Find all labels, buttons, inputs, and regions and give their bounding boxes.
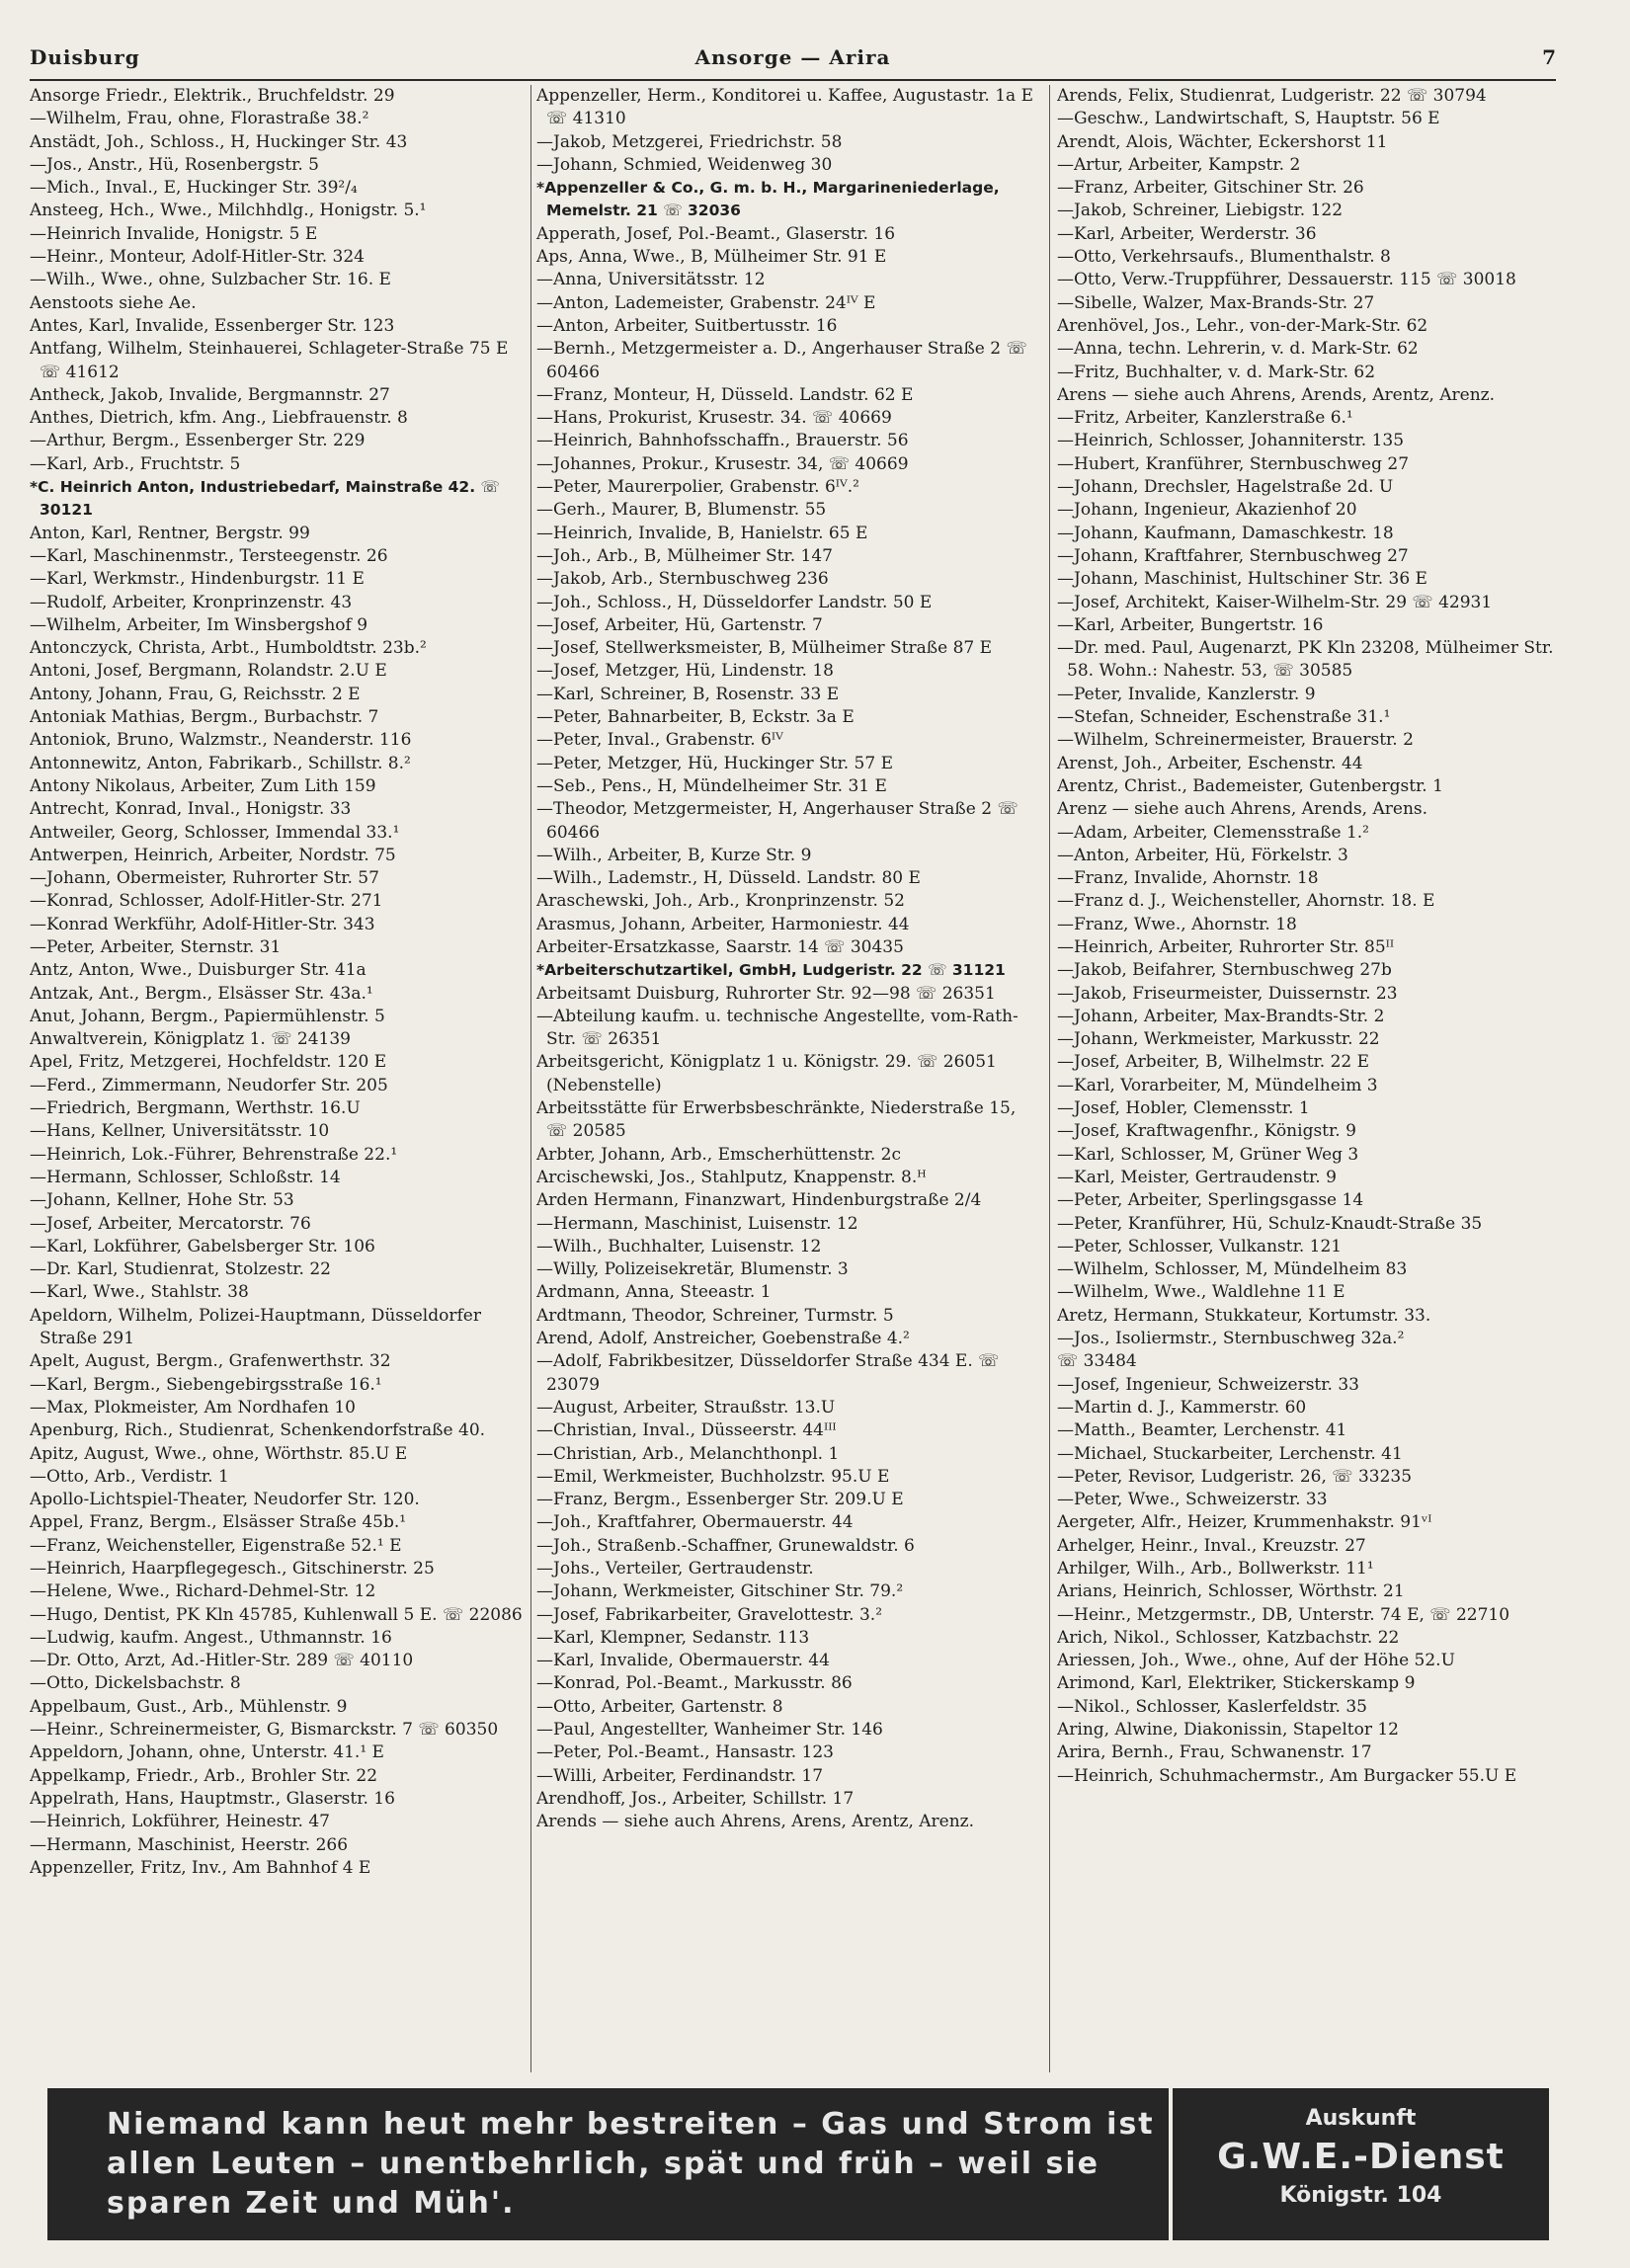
directory-entry: —Konrad, Schlosser, Adolf-Hitler-Str. 271 (30, 891, 383, 912)
directory-entry: —Karl, Lokführer, Gabelsberger Str. 106 (30, 1236, 375, 1256)
directory-entry: Arend, Adolf, Anstreicher, Goebenstraße 4.² (536, 1329, 910, 1349)
directory-entry: Antonczyck, Christa, Arbt., Humboldtstr. 23b.² (30, 638, 427, 659)
directory-entry: Antes, Karl, Invalide, Essenberger Str. 123 (30, 315, 395, 336)
directory-entry: Ansteeg, Hch., Wwe., Milchhdlg., Honigstr. 5.¹ (30, 201, 427, 221)
advert-line: Niemand kann heut mehr bestreiten – Gas und Strom ist (107, 2107, 1155, 2142)
column-2 (536, 85, 1035, 2072)
directory-entry: Arbeitsgericht, Königplatz 1 u. Königstr. 29. ☏ 26051 (Nebenstelle) (536, 1052, 997, 1095)
directory-entry: Ardmann, Anna, Steeastr. 1 (536, 1282, 772, 1303)
directory-entry: —Ludwig, kaufm. Angest., Uthmannstr. 16 (30, 1627, 392, 1648)
directory-entry: Arimond, Karl, Elektriker, Stickerskamp 9 (1057, 1673, 1416, 1694)
directory-entry: —Geschw., Landwirtschaft, S, Hauptstr. 56 E (1057, 109, 1440, 129)
directory-entry: —Friedrich, Bergmann, Werthstr. 16.U (30, 1098, 361, 1119)
directory-entry: —Josef, Arbeiter, Hü, Gartenstr. 7 (536, 614, 823, 635)
directory-entry: —Dr. med. Paul, Augenarzt, PK Kln 23208, Mülheimer Str. 58. Wohn.: Nahestr. 53, ☏ 30585 (1057, 638, 1554, 682)
directory-entry: —Peter, Bahnarbeiter, B, Eckstr. 3a E (536, 707, 855, 728)
directory-entry: Antzak, Ant., Bergm., Elsässer Str. 43a.¹ (30, 983, 373, 1004)
directory-entry: —Ferd., Zimmermann, Neudorfer Str. 205 (30, 1075, 388, 1095)
directory-entry: Antfang, Wilhelm, Steinhauerei, Schlageter-Straße 75 E ☏ 41612 (30, 339, 509, 382)
directory-entry: —Johannes, Prokur., Krusestr. 34, ☏ 40669 (536, 453, 909, 474)
advert-box-title: Auskunft (1305, 2106, 1417, 2131)
directory-entry: —Karl, Arbeiter, Bungertstr. 16 (1057, 614, 1324, 635)
directory-entry: —Peter, Maurerpolier, Grabenstr. 6ᴵⱽ.² (536, 477, 859, 498)
directory-entry: —Karl, Werkmstr., Hindenburgstr. 11 E (30, 569, 365, 590)
directory-entry: —Abteilung kaufm. u. technische Angestellte, vom-Rath-Str. ☏ 26351 (536, 1006, 1019, 1050)
directory-entry: Arira, Bernh., Frau, Schwanenstr. 17 (1057, 1742, 1372, 1763)
directory-entry: —Karl, Wwe., Stahlstr. 38 (30, 1282, 249, 1303)
directory-entry: Antrecht, Konrad, Inval., Honigstr. 33 (30, 799, 352, 820)
directory-entry: —Christian, Inval., Düsseerstr. 44ᴵᴵᴵ (536, 1420, 837, 1441)
directory-entry: —Anton, Lademeister, Grabenstr. 24ᴵⱽ E (536, 292, 876, 313)
directory-entry: —Otto, Verkehrsaufs., Blumenthalstr. 8 (1057, 247, 1391, 268)
advert-box-address: Königstr. 104 (1279, 2183, 1442, 2208)
directory-entry: —Josef, Metzger, Hü, Lindenstr. 18 (536, 661, 834, 682)
directory-entry: Anut, Johann, Bergm., Papiermühlenstr. 5 (30, 1006, 385, 1026)
advert-box-name: G.W.E.-Dienst (1217, 2137, 1505, 2177)
directory-entry: —Franz, Monteur, H, Düsseld. Landstr. 62 E (536, 384, 914, 405)
directory-entry: Appeldorn, Johann, ohne, Unterstr. 41.¹ E (30, 1742, 384, 1763)
directory-entry: Arhelger, Heinr., Inval., Kreuzstr. 27 (1057, 1535, 1366, 1556)
column-1 (30, 85, 524, 2072)
directory-entry: —Jakob, Metzgerei, Friedrichstr. 58 (536, 131, 843, 152)
directory-entry: —Josef, Arbeiter, Mercatorstr. 76 (30, 1213, 311, 1234)
directory-entry: Anstädt, Joh., Schloss., H, Huckinger Str. 43 (30, 131, 408, 152)
directory-entry: —Konrad, Pol.-Beamt., Markusstr. 86 (536, 1673, 853, 1694)
directory-entry: —Emil, Werkmeister, Buchholzstr. 95.U E (536, 1466, 890, 1487)
directory-entry: Appelkamp, Friedr., Arb., Brohler Str. 22 (30, 1765, 378, 1786)
advert-info-box (1173, 2088, 1549, 2240)
directory-entry: Ariessen, Joh., Wwe., ohne, Auf der Höhe 52.U (1057, 1651, 1455, 1671)
directory-entry: —Franz, Bergm., Essenberger Str. 209.U E (536, 1490, 904, 1510)
directory-entry: —Johann, Kraftfahrer, Sternbuschweg 27 (1057, 545, 1409, 566)
directory-entry: —Joh., Straßenb.-Schaffner, Grunewaldstr. 6 (536, 1535, 915, 1556)
directory-entry: Arasmus, Johann, Arbeiter, Harmoniestr. 44 (536, 914, 910, 934)
directory-entry: —Michael, Stuckarbeiter, Lerchenstr. 41 (1057, 1443, 1403, 1464)
directory-entry: —Franz, Invalide, Ahornstr. 18 (1057, 868, 1319, 889)
header-range: Ansorge — Arira (694, 45, 891, 69)
directory-entry: —Wilh., Arbeiter, B, Kurze Str. 9 (536, 845, 812, 865)
advert-slogan (47, 2088, 1169, 2240)
directory-entry: —Heinrich Invalide, Honigstr. 5 E (30, 223, 318, 244)
directory-entry: Arends, Felix, Studienrat, Ludgeristr. 22 ☏ 30794 (1057, 86, 1487, 106)
directory-entry: —Peter, Metzger, Hü, Huckinger Str. 57 E (536, 753, 893, 773)
directory-entry: —Hugo, Dentist, PK Kln 45785, Kuhlenwall 5 E. ☏ 22086 (30, 1604, 523, 1625)
directory-entry: —Heinr., Schreinermeister, G, Bismarckstr. 7 ☏ 60350 (30, 1720, 499, 1741)
directory-entry: Antwerpen, Heinrich, Arbeiter, Nordstr. 75 (30, 845, 396, 865)
directory-entry: —Johann, Kaufmann, Damaschkestr. 18 (1057, 523, 1394, 543)
directory-entry: Appenzeller, Fritz, Inv., Am Bahnhof 4 E (30, 1857, 371, 1878)
directory-entry: Aergeter, Alfr., Heizer, Krummenhakstr. 91ᵛᴵ (1057, 1512, 1432, 1533)
directory-entry: —Fritz, Buchhalter, v. d. Mark-Str. 62 (1057, 362, 1376, 382)
directory-entry: Appelbaum, Gust., Arb., Mühlenstr. 9 (30, 1696, 348, 1717)
directory-entry: —Wilhelm, Schreinermeister, Brauerstr. 2 (1057, 730, 1414, 751)
directory-entry: —Karl, Schreiner, B, Rosenstr. 33 E (536, 684, 840, 704)
directory-entry: —Johann, Werkmeister, Gitschiner Str. 79.² (536, 1581, 904, 1602)
advert-line: allen Leuten – unentbehrlich, spät und früh – weil sie (107, 2146, 1100, 2181)
directory-entry: —Peter, Arbeiter, Sperlingsgasse 14 (1057, 1190, 1364, 1211)
directory-entry: Arendt, Alois, Wächter, Eckershorst 11 (1057, 131, 1388, 152)
directory-entry: Araschewski, Joh., Arb., Kronprinzenstr. 52 (536, 891, 905, 912)
directory-entry: —Konrad Werkführ, Adolf-Hitler-Str. 343 (30, 914, 375, 934)
directory-entry: —Dr. Karl, Studienrat, Stolzestr. 22 (30, 1259, 331, 1280)
directory-entry: Antony Nikolaus, Arbeiter, Zum Lith 159 (30, 775, 376, 796)
directory-entry: Antz, Anton, Wwe., Duisburger Str. 41a (30, 960, 367, 981)
column-3 (1057, 85, 1556, 2072)
directory-entry: —Hermann, Schlosser, Schloßstr. 14 (30, 1167, 341, 1187)
directory-entry: —Josef, Fabrikarbeiter, Gravelottestr. 3.² (536, 1604, 883, 1625)
directory-entry: Antoniak Mathias, Bergm., Burbachstr. 7 (30, 707, 379, 728)
directory-entry: —Arthur, Bergm., Essenberger Str. 229 (30, 431, 366, 451)
directory-entry: —Heinrich, Lokführer, Heinestr. 47 (30, 1812, 330, 1832)
directory-entry: —Mich., Inval., E, Huckinger Str. 39²/₄ (30, 178, 358, 199)
directory-entry: —Karl, Vorarbeiter, M, Mündelheim 3 (1057, 1075, 1378, 1095)
directory-entry: Anton, Karl, Rentner, Bergstr. 99 (30, 523, 310, 543)
directory-entry: Appenzeller, Herm., Konditorei u. Kaffee, Augustastr. 1a E ☏ 41310 (536, 86, 1033, 129)
directory-entry: —Hans, Kellner, Universitätsstr. 10 (30, 1121, 330, 1142)
directory-entry: Antonnewitz, Anton, Fabrikarb., Schillstr. 8.² (30, 753, 411, 773)
directory-entry: Apitz, August, Wwe., ohne, Wörthstr. 85.U E (30, 1443, 408, 1464)
directory-entry: Antheck, Jakob, Invalide, Bergmannstr. 27 (30, 384, 390, 405)
directory-entry: Ardtmann, Theodor, Schreiner, Turmstr. 5 (536, 1305, 894, 1326)
directory-entry: —Johs., Verteiler, Gertraudenstr. (536, 1559, 814, 1579)
directory-entry: —Karl, Klempner, Sedanstr. 113 (536, 1627, 810, 1648)
directory-entry: —Josef, Arbeiter, B, Wilhelmstr. 22 E (1057, 1052, 1370, 1073)
directory-entry: Aring, Alwine, Diakonissin, Stapeltor 12 (1057, 1720, 1399, 1741)
column-divider (530, 85, 531, 2072)
directory-entry: —Peter, Schlosser, Vulkanstr. 121 (1057, 1236, 1343, 1256)
directory-entry: —Seb., Pens., H, Mündelheimer Str. 31 E (536, 775, 887, 796)
directory-entry: —Johann, Drechsler, Hagelstraße 2d. U (1057, 477, 1394, 498)
directory-entry: —Bernh., Metzgermeister a. D., Angerhauser Straße 2 ☏ 60466 (536, 339, 1027, 382)
directory-entry: *Arbeiterschutzartikel, GmbH, Ludgeristr. 22 ☏ 31121 (536, 961, 1006, 980)
directory-entry: —Heinrich, Bahnhofsschaffn., Brauerstr. 56 (536, 431, 909, 451)
directory-entry: —Willi, Arbeiter, Ferdinandstr. 17 (536, 1765, 824, 1786)
directory-entry: —Josef, Kraftwagenfhr., Königstr. 9 (1057, 1121, 1356, 1142)
directory-entry: Arich, Nikol., Schlosser, Katzbachstr. 22 (1057, 1627, 1400, 1648)
directory-entry: —Christian, Arb., Melanchthonpl. 1 (536, 1443, 840, 1464)
directory-entry: —Karl, Maschinenmstr., Tersteegenstr. 26 (30, 545, 388, 566)
directory-entry: —Heinrich, Lok.-Führer, Behrenstraße 22.¹ (30, 1144, 398, 1165)
header-city: Duisburg (30, 45, 140, 69)
directory-entry: Arhilger, Wilh., Arb., Bollwerkstr. 11¹ (1057, 1559, 1374, 1579)
directory-entry: —Joh., Schloss., H, Düsseldorfer Landstr. 50 E (536, 592, 933, 612)
directory-entry: —Martin d. J., Kammerstr. 60 (1057, 1397, 1307, 1418)
directory-entry: Appelrath, Hans, Hauptmstr., Glaserstr. 16 (30, 1788, 395, 1809)
directory-entry: Antweiler, Georg, Schlosser, Immendal 33.¹ (30, 822, 400, 843)
directory-entry: Appel, Franz, Bergm., Elsässer Straße 45b.¹ (30, 1512, 407, 1533)
directory-entry: —Wilhelm, Wwe., Waldlehne 11 E (1057, 1282, 1345, 1303)
directory-entry: —Karl, Meister, Gertraudenstr. 9 (1057, 1167, 1337, 1187)
directory-entry: —Helene, Wwe., Richard-Dehmel-Str. 12 (30, 1581, 376, 1602)
directory-entry: —Stefan, Schneider, Eschenstraße 31.¹ (1057, 707, 1391, 728)
directory-entry: Apel, Fritz, Metzgerei, Hochfeldstr. 120 E (30, 1052, 387, 1073)
directory-entry: —Willy, Polizeisekretär, Blumenstr. 3 (536, 1259, 849, 1280)
page-number: 7 (1542, 45, 1556, 69)
directory-entry: —Jos., Anstr., Hü, Rosenbergstr. 5 (30, 154, 319, 175)
directory-entry: —Josef, Hobler, Clemensstr. 1 (1057, 1098, 1310, 1119)
directory-entry: —Karl, Invalide, Obermauerstr. 44 (536, 1651, 830, 1671)
directory-entry: —Franz d. J., Weichensteller, Ahornstr. 18. E (1057, 891, 1435, 912)
directory-entry: —Artur, Arbeiter, Kampstr. 2 (1057, 154, 1301, 175)
directory-entry: —Hubert, Kranführer, Sternbuschweg 27 (1057, 453, 1410, 474)
directory-entry: —Hermann, Maschinist, Luisenstr. 12 (536, 1213, 858, 1234)
directory-entry: —Heinrich, Schuhmachermstr., Am Burgacker 55.U E (1057, 1765, 1517, 1786)
directory-entry: —Jakob, Arb., Sternbuschweg 236 (536, 569, 829, 590)
directory-entry: —Jos., Isoliermstr., Sternbuschweg 32a.² (1057, 1329, 1405, 1349)
directory-entry: —Heinrich, Schlosser, Johanniterstr. 135 (1057, 431, 1405, 451)
directory-entry: Arbeitsstätte für Erwerbsbeschränkte, Niederstraße 15, ☏ 20585 (536, 1098, 1017, 1142)
directory-entry: —Heinrich, Invalide, B, Hanielstr. 65 E (536, 523, 868, 543)
directory-entry: Ansorge Friedr., Elektrik., Bruchfeldstr. 29 (30, 86, 395, 106)
directory-entry: —Johann, Obermeister, Ruhrorter Str. 57 (30, 868, 379, 889)
directory-entry: —Anton, Arbeiter, Hü, Förkelstr. 3 (1057, 845, 1348, 865)
directory-entry: Arendhoff, Jos., Arbeiter, Schillstr. 17 (536, 1788, 855, 1809)
directory-entry: —Johann, Ingenieur, Akazienhof 20 (1057, 500, 1357, 521)
directory-entry: Aretz, Hermann, Stukkateur, Kortumstr. 33. (1057, 1305, 1431, 1326)
directory-entry: —Matth., Beamter, Lerchenstr. 41 (1057, 1420, 1347, 1441)
directory-entry: —August, Arbeiter, Straußstr. 13.U (536, 1397, 836, 1418)
directory-entry: Arbeitsamt Duisburg, Ruhrorter Str. 92—98 ☏ 26351 (536, 983, 996, 1004)
directory-entry: —Wilh., Wwe., ohne, Sulzbacher Str. 16. E (30, 270, 391, 290)
column-divider (1049, 85, 1050, 2072)
directory-entry: Arentz, Christ., Bademeister, Gutenbergstr. 1 (1057, 775, 1443, 796)
directory-entry: —Heinrich, Arbeiter, Ruhrorter Str. 85ᴵᴵ (1057, 936, 1395, 957)
page-header (30, 40, 1556, 81)
directory-entry: —Wilh., Lademstr., H, Düsseld. Landstr. 80 E (536, 868, 921, 889)
directory-entry: —Josef, Stellwerksmeister, B, Mülheimer Straße 87 E (536, 638, 993, 659)
directory-entry: —Otto, Dickelsbachstr. 8 (30, 1673, 241, 1694)
directory-entry: —Jakob, Friseurmeister, Duissernstr. 23 (1057, 983, 1398, 1004)
directory-entry: —Max, Plokmeister, Am Nordhafen 10 (30, 1397, 356, 1418)
advert-line: sparen Zeit und Müh'. (107, 2186, 516, 2221)
directory-entry: —Jakob, Schreiner, Liebigstr. 122 (1057, 201, 1344, 221)
directory-entry: —Joh., Kraftfahrer, Obermauerstr. 44 (536, 1512, 854, 1533)
directory-entry: Apeldorn, Wilhelm, Polizei-Hauptmann, Düsseldorfer Straße 291 (30, 1305, 481, 1349)
directory-entry: —Nikol., Schlosser, Kaslerfeldstr. 35 (1057, 1696, 1367, 1717)
directory-entry: —Otto, Verw.-Truppführer, Dessauerstr. 115 ☏ 30018 (1057, 270, 1516, 290)
directory-entry: Arens — siehe auch Ahrens, Arends, Arentz, Arenz. (1057, 384, 1496, 405)
directory-entry: *C. Heinrich Anton, Industriebedarf, Mainstraße 42. ☏ 30121 (30, 478, 500, 520)
directory-entry: —Josef, Architekt, Kaiser-Wilhelm-Str. 29 ☏ 42931 (1057, 592, 1493, 612)
directory-entry: —Johann, Schmied, Weidenweg 30 (536, 154, 833, 175)
directory-entry: —Theodor, Metzgermeister, H, Angerhauser Straße 2 ☏ 60466 (536, 799, 1019, 843)
directory-entry: —Heinr., Metzgermstr., DB, Unterstr. 74 E, ☏ 22710 (1057, 1604, 1510, 1625)
directory-entry: —Johann, Arbeiter, Max-Brandts-Str. 2 (1057, 1006, 1385, 1026)
directory-entry: —Johann, Maschinist, Hultschiner Str. 36 E (1057, 569, 1427, 590)
directory-entry: —Peter, Revisor, Ludgeristr. 26, ☏ 33235 (1057, 1466, 1413, 1487)
directory-entry: Arcischewski, Jos., Stahlputz, Knappenstr. 8.ᴴ (536, 1167, 927, 1187)
directory-entry: Arenz — siehe auch Ahrens, Arends, Arens. (1057, 799, 1428, 820)
advertisement-banner (47, 2088, 1549, 2240)
directory-entry: —Wilh., Buchhalter, Luisenstr. 12 (536, 1236, 822, 1256)
directory-entry: —Peter, Pol.-Beamt., Hansastr. 123 (536, 1742, 834, 1763)
directory-entry: —Paul, Angestellter, Wanheimer Str. 146 (536, 1720, 883, 1741)
directory-entry: —Peter, Arbeiter, Sternstr. 31 (30, 936, 282, 957)
directory-entry: Arbter, Johann, Arb., Emscherhüttenstr. 2c (536, 1144, 902, 1165)
directory-entry: —Peter, Invalide, Kanzlerstr. 9 (1057, 684, 1316, 704)
directory-entry: —Anton, Arbeiter, Suitbertusstr. 16 (536, 315, 838, 336)
directory-entry: Arbeiter-Ersatzkasse, Saarstr. 14 ☏ 30435 (536, 936, 904, 957)
directory-entry: —Wilhelm, Schlosser, M, Mündelheim 83 (1057, 1259, 1408, 1280)
directory-entry: ☏ 33484 (1057, 1351, 1137, 1372)
directory-entry: —Jakob, Beifahrer, Sternbuschweg 27b (1057, 960, 1392, 981)
directory-entry: Antoniok, Bruno, Walzmstr., Neanderstr. 116 (30, 730, 412, 751)
directory-entry: —Karl, Schlosser, M, Grüner Weg 3 (1057, 1144, 1359, 1165)
directory-entry: —Josef, Ingenieur, Schweizerstr. 33 (1057, 1374, 1359, 1395)
directory-entry: *Appenzeller & Co., G. m. b. H., Margarineniederlage, Memelstr. 21 ☏ 32036 (536, 179, 1000, 220)
directory-entry: —Joh., Arb., B, Mülheimer Str. 147 (536, 545, 833, 566)
directory-entry: —Anna, Universitätsstr. 12 (536, 270, 766, 290)
directory-entry: —Franz, Wwe., Ahornstr. 18 (1057, 914, 1297, 934)
directory-entry: —Hermann, Maschinist, Heerstr. 266 (30, 1834, 349, 1855)
directory-entry: Apollo-Lichtspiel-Theater, Neudorfer Str. 120. (30, 1490, 420, 1510)
directory-entry: Aenstoots siehe Ae. (30, 292, 197, 313)
directory-entry: —Peter, Wwe., Schweizerstr. 33 (1057, 1490, 1328, 1510)
directory-entry: —Adam, Arbeiter, Clemensstraße 1.² (1057, 822, 1369, 843)
directory-entry: Aps, Anna, Wwe., B, Mülheimer Str. 91 E (536, 247, 887, 268)
directory-entry: Apperath, Josef, Pol.-Beamt., Glaserstr. 16 (536, 223, 896, 244)
directory-entry: —Gerh., Maurer, B, Blumenstr. 55 (536, 500, 827, 521)
directory-entry: —Johann, Werkmeister, Markusstr. 22 (1057, 1029, 1380, 1050)
directory-entry: Apelt, August, Bergm., Grafenwerthstr. 32 (30, 1351, 391, 1372)
directory-entry: —Peter, Kranführer, Hü, Schulz-Knaudt-Straße 35 (1057, 1213, 1483, 1234)
directory-entry: —Heinrich, Haarpflegegesch., Gitschinerstr. 25 (30, 1559, 435, 1579)
directory-entry: —Hans, Prokurist, Krusestr. 34. ☏ 40669 (536, 408, 892, 429)
directory-entry: —Heinr., Monteur, Adolf-Hitler-Str. 324 (30, 247, 365, 268)
directory-entry: Antoni, Josef, Bergmann, Rolandstr. 2.U E (30, 661, 387, 682)
directory-entry: Arenhövel, Jos., Lehr., von-der-Mark-Str. 62 (1057, 315, 1428, 336)
directory-entry: —Dr. Otto, Arzt, Ad.-Hitler-Str. 289 ☏ 40110 (30, 1651, 414, 1671)
directory-entry: —Franz, Arbeiter, Gitschiner Str. 26 (1057, 178, 1364, 199)
directory-entry: —Karl, Arbeiter, Werderstr. 36 (1057, 223, 1317, 244)
directory-entry: —Peter, Inval., Grabenstr. 6ᴵⱽ (536, 730, 783, 751)
directory-entry: Arians, Heinrich, Schlosser, Wörthstr. 21 (1057, 1581, 1405, 1602)
directory-entry: Antony, Johann, Frau, G, Reichsstr. 2 E (30, 684, 361, 704)
directory-entry: —Karl, Arb., Fruchtstr. 5 (30, 453, 241, 474)
directory-entry: Arden Hermann, Finanzwart, Hindenburgstraße 2/4 (536, 1190, 982, 1211)
directory-entry: —Adolf, Fabrikbesitzer, Düsseldorfer Straße 434 E. ☏ 23079 (536, 1351, 1000, 1395)
directory-entry: —Otto, Arbeiter, Gartenstr. 8 (536, 1696, 783, 1717)
directory-entry: Arends — siehe auch Ahrens, Arens, Arentz, Arenz. (536, 1812, 975, 1832)
directory-entry: —Anna, techn. Lehrerin, v. d. Mark-Str. 62 (1057, 339, 1419, 360)
directory-entry: —Wilhelm, Arbeiter, Im Winsbergshof 9 (30, 614, 368, 635)
directory-entry: —Otto, Arb., Verdistr. 1 (30, 1466, 229, 1487)
directory-entry: —Sibelle, Walzer, Max-Brands-Str. 27 (1057, 292, 1375, 313)
directory-entry: Arenst, Joh., Arbeiter, Eschenstr. 44 (1057, 753, 1363, 773)
directory-entry: —Wilhelm, Frau, ohne, Florastraße 38.² (30, 109, 369, 129)
directory-entry: —Fritz, Arbeiter, Kanzlerstraße 6.¹ (1057, 408, 1353, 429)
directory-entry: Anthes, Dietrich, kfm. Ang., Liebfrauenstr. 8 (30, 408, 408, 429)
directory-entry: —Johann, Kellner, Hohe Str. 53 (30, 1190, 294, 1211)
directory-entry: —Rudolf, Arbeiter, Kronprinzenstr. 43 (30, 592, 353, 612)
directory-entry: —Karl, Bergm., Siebengebirgsstraße 16.¹ (30, 1374, 382, 1395)
directory-entry: Anwaltverein, Königplatz 1. ☏ 24139 (30, 1029, 351, 1050)
directory-entry: Apenburg, Rich., Studienrat, Schenkendorfstraße 40. (30, 1420, 486, 1441)
directory-entry: —Franz, Weichensteller, Eigenstraße 52.¹ E (30, 1535, 402, 1556)
